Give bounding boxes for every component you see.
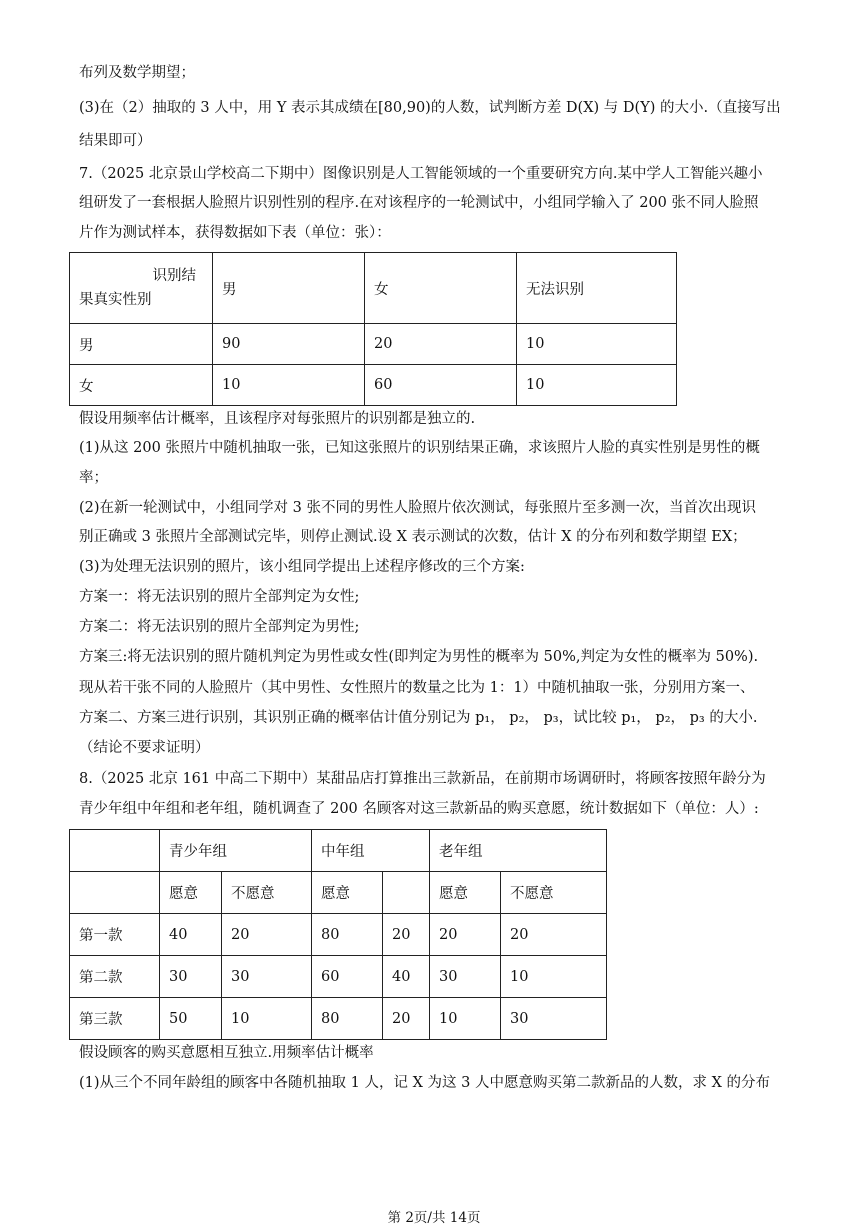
- table-cell: 40: [160, 914, 222, 956]
- row-label: 男: [70, 324, 213, 365]
- corner-cell: [70, 830, 160, 872]
- text-line: 结果即可）: [79, 133, 152, 149]
- text-line: 方案二、方案三进行识别，其识别正确的概率估计值分别记为 p₁， p₂， p₃，试比较 p₁， p₂， p₃ 的大小.: [79, 710, 758, 726]
- table-cell: 80: [312, 998, 383, 1040]
- header-cell: 无法识别: [517, 253, 677, 324]
- page-footer: 第 2页/共 14页: [387, 1210, 481, 1226]
- empty-cell: [70, 872, 160, 914]
- table-cell: 60: [312, 956, 383, 998]
- row-label: 女: [70, 365, 213, 406]
- header-cell: 女: [365, 253, 517, 324]
- table-cell: 30: [222, 956, 312, 998]
- corner-cell: [70, 253, 213, 324]
- table-cell: 60: [365, 365, 517, 406]
- table-cell: 20: [430, 914, 501, 956]
- table-cell: 20: [383, 914, 430, 956]
- sub-header: 不愿意: [222, 872, 312, 914]
- text-line: (2)在新一轮测试中，小组同学对 3 张不同的男性人脸照片依次测试，每张照片至多测一次，当首次出现识: [79, 500, 756, 516]
- row-label: 第三款: [70, 998, 160, 1040]
- group-header: 老年组: [430, 830, 607, 872]
- table-cell: 20: [222, 914, 312, 956]
- table-cell: 30: [160, 956, 222, 998]
- table-cell: 20: [365, 324, 517, 365]
- group-header: 青少年组: [160, 830, 312, 872]
- row-label: 第二款: [70, 956, 160, 998]
- table-cell: 10: [213, 365, 365, 406]
- sub-header: 愿意: [160, 872, 222, 914]
- table-cell: 50: [160, 998, 222, 1040]
- question-8-line: 8.（2025 北京 161 中高二下期中）某甜品店打算推出三款新品，在前期市场调研时，将顾客按照年龄分为: [79, 771, 766, 787]
- text-line: 率；: [79, 470, 108, 486]
- sub-header: 不愿意: [501, 872, 607, 914]
- corner-bottom-label: 果真实性别: [79, 292, 152, 308]
- text-line: (1)从这 200 张照片中随机抽取一张，已知这张照片的识别结果正确，求该照片人脸的真实性别是男性的概: [79, 440, 760, 456]
- table-cell: 20: [501, 914, 607, 956]
- sub-header: [383, 872, 430, 914]
- table-cell: 20: [383, 998, 430, 1040]
- sub-header: 愿意: [312, 872, 383, 914]
- text-line: 方案三:将无法识别的照片随机判定为男性或女性(即判定为男性的概率为 50%,判定为女性的概率为 50%).: [79, 649, 759, 665]
- text-line: 青少年组中年组和老年组，随机调查了 200 名顾客对这三款新品的购买意愿，统计数据如下（单位：人）:: [79, 801, 759, 817]
- text-line: (3)在（2）抽取的 3 人中，用 Y 表示其成绩在[80,90)的人数，试判断方差 D(X) 与 D(Y) 的大小.（直接写出: [79, 100, 781, 116]
- table-cell: 10: [517, 324, 677, 365]
- text-line: （结论不要求证明）: [79, 740, 210, 756]
- text-line: 片作为测试样本，获得数据如下表（单位：张）：: [79, 225, 391, 241]
- table-cell: 80: [312, 914, 383, 956]
- question-7-line: 7.（2025 北京景山学校高二下期中）图像识别是人工智能领域的一个重要研究方向.某中学人工智能兴趣小: [79, 166, 763, 182]
- text-line: 方案二：将无法识别的照片全部判定为男性;: [79, 619, 360, 635]
- text-line: 别正确或 3 张照片全部测试完毕，则停止测试.设 X 表示测试的次数，估计 X 的分布列和数学期望 EX；: [79, 529, 747, 545]
- text-line: 方案一：将无法识别的照片全部判定为女性;: [79, 589, 360, 605]
- header-cell: 男: [213, 253, 365, 324]
- table-cell: 10: [222, 998, 312, 1040]
- text-line: 布列及数学期望；: [79, 65, 195, 81]
- table-cell: 10: [501, 956, 607, 998]
- text-line: (3)为处理无法识别的照片，该小组同学提出上述程序修改的三个方案:: [79, 559, 525, 575]
- purchase-intent-table: [69, 829, 607, 1040]
- text-line: 假设顾客的购买意愿相互独立.用频率估计概率: [79, 1045, 374, 1061]
- text-line: (1)从三个不同年龄组的顾客中各随机抽取 1 人，记 X 为这 3 人中愿意购买第二款新品的人数，求 X 的分布: [79, 1075, 771, 1091]
- table-cell: 30: [430, 956, 501, 998]
- table-cell: 40: [383, 956, 430, 998]
- table-cell: 10: [517, 365, 677, 406]
- text-line: 假设用频率估计概率，且该程序对每张照片的识别都是独立的.: [79, 411, 476, 427]
- table-cell: 30: [501, 998, 607, 1040]
- recognition-table: [69, 252, 677, 406]
- row-label: 第一款: [70, 914, 160, 956]
- sub-header: 愿意: [430, 872, 501, 914]
- corner-top-label: 识别结: [152, 268, 196, 284]
- text-line: 组研发了一套根据人脸照片识别性别的程序.在对该程序的一轮测试中，小组同学输入了 200 张不同人脸照: [79, 195, 759, 211]
- group-header: 中年组: [312, 830, 430, 872]
- text-line: 现从若干张不同的人脸照片（其中男性、女性照片的数量之比为 1：1）中随机抽取一张，分别用方案一、: [79, 680, 755, 696]
- table-cell: 90: [213, 324, 365, 365]
- table-cell: 10: [430, 998, 501, 1040]
